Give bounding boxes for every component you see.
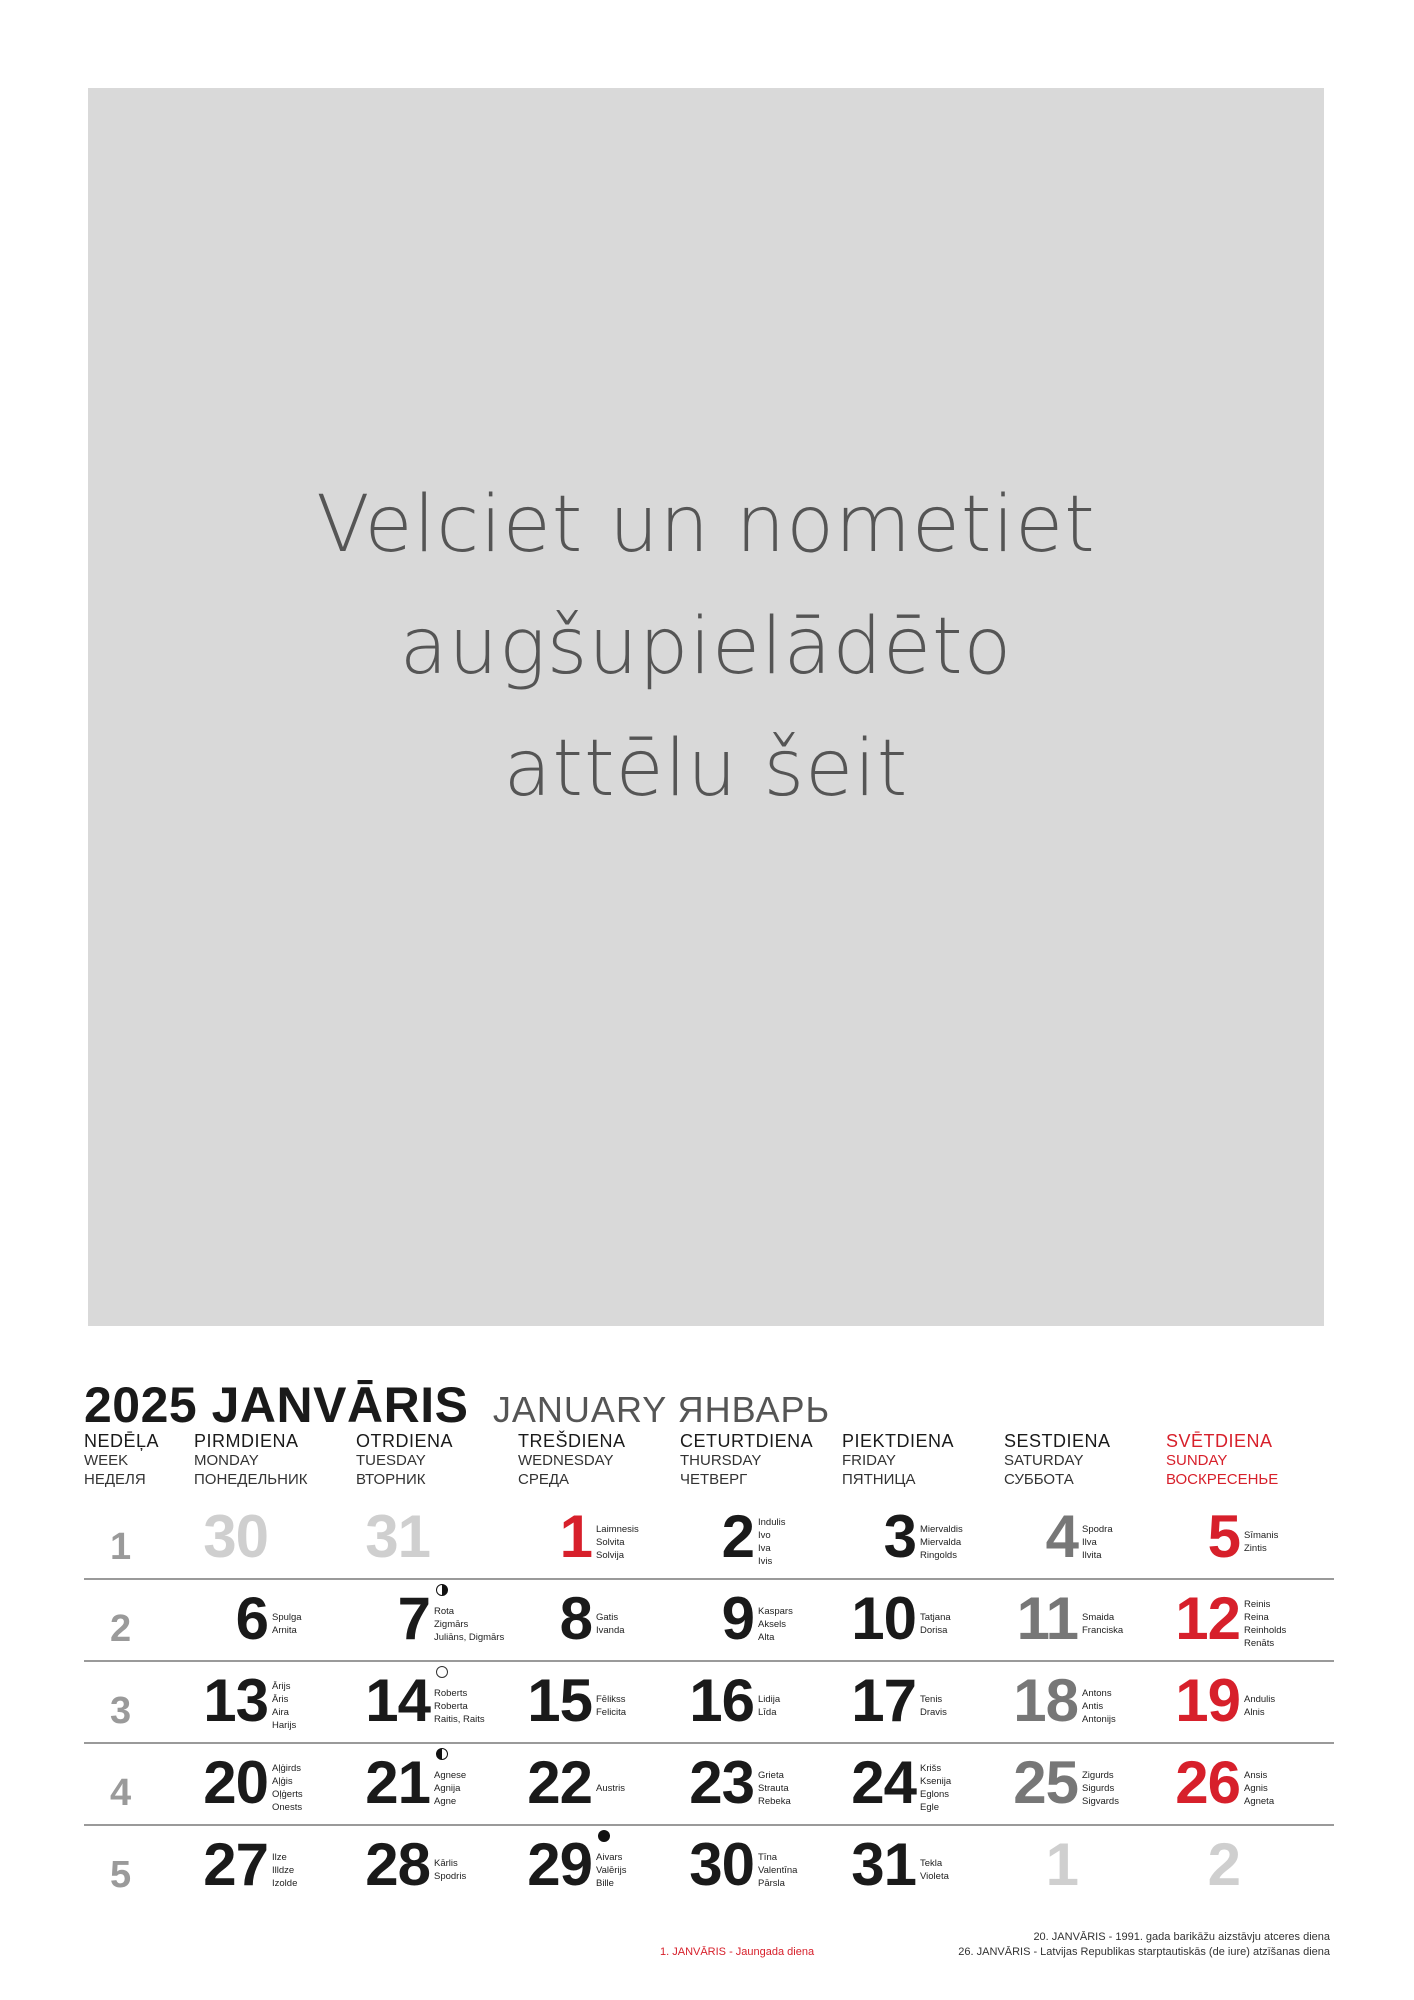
day-number: 22 [527, 1749, 592, 1816]
name-day: Kārlis [434, 1858, 458, 1869]
day-cell[interactable] [898, 1744, 1119, 1824]
column-header-en: SUNDAY [1166, 1452, 1228, 1469]
week-row [84, 1826, 1334, 1906]
name-days [1244, 1529, 1278, 1555]
day-number: 13 [203, 1667, 268, 1734]
day-cell[interactable] [736, 1744, 952, 1824]
name-day: Reinholds [1244, 1625, 1287, 1636]
column-header-lv: SVĒTDIENA [1166, 1431, 1273, 1451]
day-number: 2 [1207, 1831, 1240, 1898]
day-cell[interactable] [88, 1498, 268, 1578]
day-cell[interactable] [250, 1580, 505, 1660]
name-day: Izolde [272, 1877, 298, 1889]
day-number: 24 [851, 1749, 916, 1816]
name-day: Sīmanis [1244, 1530, 1279, 1541]
day-number: 29 [527, 1831, 592, 1898]
day-cell[interactable] [88, 1580, 302, 1660]
name-day: Oļģerts [272, 1789, 303, 1800]
day-cell[interactable] [250, 1498, 430, 1578]
name-day: Grieta [758, 1769, 784, 1781]
memorial-day-2: 26. JANVĀRIS - Latvijas Republikas starptautiskās (de iure) atzīšanas diena [958, 1946, 1330, 1958]
day-cell[interactable] [898, 1580, 1124, 1660]
name-day: Spodra [1082, 1523, 1113, 1535]
name-day: Smaida [1082, 1612, 1115, 1623]
column-header-sunday [1166, 1432, 1278, 1489]
name-day: Strauta [758, 1782, 789, 1794]
name-day: Roberta [434, 1700, 468, 1712]
column-header-en: MONDAY [194, 1452, 259, 1469]
day-number: 5 [1207, 1503, 1240, 1570]
name-day: Antis [1082, 1700, 1104, 1712]
day-number: 30 [203, 1503, 268, 1570]
name-day: Ilva [1082, 1536, 1097, 1548]
name-day: Pārsla [758, 1877, 785, 1889]
day-number: 9 [721, 1585, 754, 1652]
column-header-en: SATURDAY [1004, 1452, 1084, 1469]
day-cell[interactable] [574, 1662, 781, 1742]
column-header-ru: СУББОТА [1004, 1471, 1074, 1488]
day-cell[interactable] [250, 1662, 485, 1742]
day-cell[interactable] [736, 1498, 963, 1578]
name-day: Tīna [758, 1851, 778, 1863]
column-header-week [84, 1432, 159, 1489]
day-number: 4 [1045, 1503, 1078, 1570]
name-day: Zigurds [1082, 1769, 1114, 1781]
name-day: Andulis [1244, 1694, 1276, 1705]
name-day: Zigmārs [434, 1618, 469, 1630]
name-day: Rota [434, 1605, 455, 1617]
column-header-ru: ЧЕТВЕРГ [680, 1471, 748, 1488]
week-number: 5 [110, 1854, 132, 1896]
day-cell[interactable] [412, 1498, 639, 1578]
name-day: Franciska [1082, 1625, 1124, 1636]
day-number: 17 [851, 1667, 916, 1734]
day-cell[interactable] [1060, 1744, 1275, 1824]
week-row [84, 1662, 1334, 1744]
name-day: Ivis [758, 1556, 773, 1567]
name-day: Tenis [920, 1694, 943, 1705]
name-day: Illdze [272, 1864, 295, 1876]
name-day: Ilvita [1082, 1549, 1102, 1561]
week-number: 2 [110, 1608, 132, 1650]
column-header-ru: ПЯТНИЦА [842, 1471, 916, 1488]
day-number: 6 [235, 1585, 268, 1652]
name-day: Gatis [596, 1612, 619, 1623]
name-day: Alta [758, 1631, 775, 1643]
name-day: Kaspars [758, 1605, 793, 1617]
column-header-monday [194, 1432, 308, 1489]
name-day: Agnija [434, 1782, 461, 1794]
day-number: 8 [559, 1585, 592, 1652]
name-day: Aivars [596, 1851, 623, 1863]
name-day: Aira [272, 1707, 289, 1718]
column-header-friday [842, 1432, 954, 1489]
week-number: 3 [110, 1690, 132, 1732]
name-day: Fēlikss [596, 1694, 626, 1705]
photo-placeholder-text [316, 464, 1096, 830]
name-day: Āris [272, 1694, 289, 1705]
name-day: Reinis [1244, 1599, 1271, 1610]
day-number: 12 [1175, 1585, 1240, 1652]
name-day: Miervaldis [920, 1523, 963, 1535]
name-day: Ansis [1244, 1769, 1268, 1781]
name-day: Tekla [920, 1858, 943, 1869]
name-days [1244, 1769, 1274, 1808]
name-day: Reina [1244, 1612, 1269, 1623]
day-number: 28 [365, 1831, 430, 1898]
week-number: 1 [110, 1526, 132, 1568]
name-day: Agne [434, 1795, 457, 1807]
name-day: Raitis, Raits [434, 1713, 485, 1725]
column-header-lv: OTRDIENA [356, 1431, 454, 1451]
name-day: Līda [758, 1707, 777, 1718]
day-number: 10 [851, 1585, 916, 1652]
name-day: Dravis [920, 1707, 947, 1718]
name-day: Valentīna [758, 1864, 798, 1876]
day-number: 20 [203, 1749, 268, 1816]
day-cell[interactable] [88, 1662, 297, 1742]
memorial-day-1: 20. JANVĀRIS - 1991. gada barikāžu aizstāvju atceres diena [1033, 1931, 1330, 1943]
week-number: 4 [110, 1772, 132, 1814]
column-header-lv: NEDĒĻA [84, 1431, 160, 1451]
name-day: Antonijs [1082, 1713, 1116, 1725]
name-day: Miervalda [920, 1536, 962, 1548]
week-row [84, 1498, 1334, 1580]
day-cell[interactable] [412, 1580, 625, 1660]
name-day: Ringolds [920, 1549, 957, 1561]
name-day: Krišs [920, 1763, 942, 1774]
name-day: Zintis [1244, 1543, 1267, 1554]
year-month-title: 2025 JANVĀRIS [84, 1377, 469, 1433]
week-row [84, 1580, 1334, 1662]
day-cell[interactable] [1060, 1498, 1279, 1578]
day-cell[interactable] [412, 1744, 626, 1824]
photo-drop-zone[interactable] [88, 88, 1324, 1326]
day-cell[interactable] [574, 1826, 798, 1906]
column-header-lv: SESTDIENA [1004, 1431, 1111, 1451]
day-number: 19 [1175, 1667, 1240, 1734]
placeholder-line-3: attēlu šeit [503, 724, 909, 814]
name-day: Alnis [1244, 1707, 1265, 1718]
day-cell[interactable] [736, 1826, 949, 1906]
name-day: Solvita [596, 1536, 625, 1548]
public-holiday-note: 1. JANVĀRIS - Jaungada diena [660, 1946, 815, 1958]
name-day: Spodris [434, 1871, 467, 1882]
column-header-ru: НЕДЕЛЯ [84, 1471, 146, 1488]
day-cell[interactable] [736, 1580, 951, 1660]
day-number: 1 [559, 1503, 592, 1570]
name-day: Iva [758, 1543, 771, 1554]
day-number: 7 [397, 1585, 430, 1652]
day-number: 15 [527, 1667, 592, 1734]
day-cell[interactable] [574, 1498, 786, 1578]
day-cell[interactable] [898, 1826, 1078, 1906]
name-day: Agneta [1244, 1795, 1275, 1807]
name-day: Ārijs [272, 1681, 291, 1692]
name-day: Arnita [272, 1625, 297, 1636]
day-cell[interactable] [898, 1498, 1113, 1578]
day-number: 25 [1013, 1749, 1078, 1816]
column-header-lv: PIEKTDIENA [842, 1431, 955, 1451]
name-day: Bille [596, 1877, 614, 1889]
day-number: 31 [851, 1831, 916, 1898]
name-day: Antons [1082, 1687, 1112, 1699]
day-number: 31 [365, 1503, 430, 1570]
name-day: Violeta [920, 1871, 949, 1882]
day-number: 27 [203, 1831, 268, 1898]
column-header-wednesday [518, 1432, 626, 1489]
name-day: Agnis [1244, 1782, 1268, 1794]
name-days [1244, 1598, 1286, 1650]
memorial-days-note [958, 1930, 1330, 1960]
day-number: 30 [689, 1831, 754, 1898]
column-header-lv: CETURTDIENA [680, 1431, 814, 1451]
placeholder-line-1: Velciet un nometiet [316, 480, 1096, 570]
column-header-ru: ВТОРНИК [356, 1471, 426, 1488]
name-day: Felicita [596, 1707, 627, 1718]
month-translations: JANUARY ЯНВАРЬ [492, 1389, 831, 1430]
name-days [1244, 1693, 1275, 1719]
name-day: Sigurds [1082, 1782, 1115, 1794]
day-cell[interactable] [88, 1826, 298, 1906]
day-cell[interactable] [412, 1662, 627, 1742]
column-header-ru: ПОНЕДЕЛЬНИК [194, 1471, 308, 1488]
column-header-en: THURSDAY [680, 1452, 762, 1469]
day-number: 14 [365, 1667, 430, 1734]
name-day: Spulga [272, 1612, 302, 1623]
day-cell[interactable] [1060, 1662, 1276, 1742]
column-header-en: FRIDAY [842, 1452, 896, 1469]
column-header-lv: PIRMDIENA [194, 1431, 299, 1451]
name-day: Aļģis [272, 1776, 293, 1787]
name-day: Roberts [434, 1687, 468, 1699]
name-day: Valērijs [596, 1864, 627, 1876]
name-day: Rebeka [758, 1795, 791, 1807]
name-day: Egle [920, 1802, 940, 1813]
day-cell[interactable] [412, 1826, 627, 1906]
name-day: Aļģirds [272, 1763, 302, 1774]
column-header-ru: ВОСКРЕСЕНЬЕ [1166, 1471, 1279, 1488]
day-number: 16 [689, 1667, 754, 1734]
month-heading [84, 1376, 830, 1434]
day-number: 11 [1016, 1585, 1078, 1652]
name-day: Ksenija [920, 1776, 952, 1787]
day-number: 3 [883, 1503, 916, 1570]
name-day: Ivanda [596, 1625, 625, 1636]
day-cell[interactable] [574, 1580, 793, 1660]
column-header-en: WEDNESDAY [518, 1452, 614, 1469]
day-cell[interactable] [1060, 1580, 1287, 1660]
day-cell[interactable] [88, 1744, 303, 1824]
column-header-lv: TREŠDIENA [518, 1431, 626, 1451]
name-day: Indulis [758, 1517, 786, 1528]
column-header-en: TUESDAY [356, 1452, 426, 1469]
column-header-en: WEEK [84, 1452, 129, 1469]
day-cell[interactable] [574, 1744, 791, 1824]
day-number: 2 [721, 1503, 754, 1570]
name-day: Lidija [758, 1694, 781, 1705]
name-day: Onests [272, 1802, 303, 1813]
week-row [84, 1744, 1334, 1826]
day-cell[interactable] [250, 1744, 467, 1824]
name-day: Austris [596, 1782, 626, 1794]
placeholder-line-2: augšupielādēto [399, 602, 1013, 692]
name-day: Tatjana [920, 1612, 951, 1623]
name-day: Dorisa [920, 1625, 948, 1636]
column-header-ru: СРЕДА [518, 1471, 570, 1488]
name-day: Sigvards [1082, 1795, 1119, 1807]
day-number: 21 [365, 1749, 430, 1816]
name-day: Juliāns, Digmārs [434, 1631, 505, 1643]
column-header-thursday [680, 1432, 813, 1489]
day-number: 23 [689, 1749, 754, 1816]
day-number: 26 [1175, 1749, 1240, 1816]
day-cell[interactable] [1060, 1826, 1240, 1906]
name-day: Laimnesis [596, 1523, 639, 1535]
name-day: Harijs [272, 1720, 297, 1731]
name-day: Solvija [596, 1549, 624, 1561]
name-day: Agnese [434, 1769, 467, 1781]
name-day: Ivo [758, 1530, 771, 1541]
name-day: Ilze [272, 1851, 287, 1863]
name-day: Aksels [758, 1618, 786, 1630]
column-header-saturday [1004, 1432, 1111, 1489]
name-day: Eglons [920, 1789, 950, 1800]
column-header-tuesday [356, 1432, 453, 1489]
day-number: 1 [1045, 1831, 1078, 1898]
day-cell[interactable] [250, 1826, 467, 1906]
name-day: Renāts [1244, 1638, 1275, 1649]
day-cell[interactable] [736, 1662, 947, 1742]
day-cell[interactable] [898, 1662, 1116, 1742]
day-number: 18 [1013, 1667, 1078, 1734]
